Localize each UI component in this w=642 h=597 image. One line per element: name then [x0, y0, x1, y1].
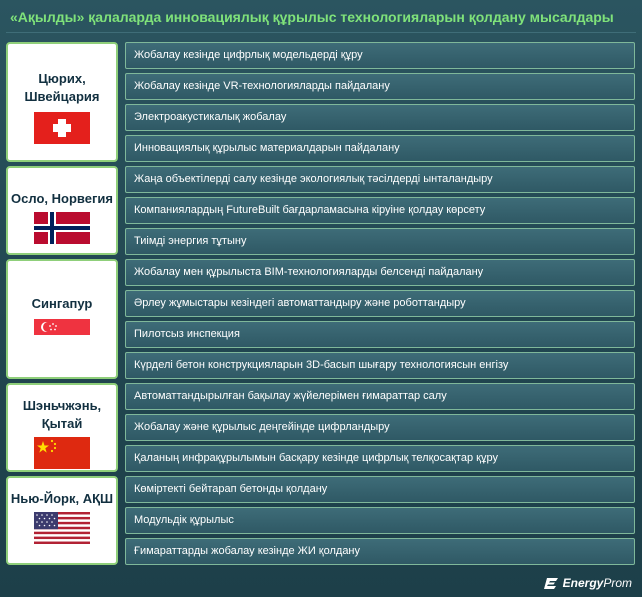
list-item: Күрделі бетон конструкцияларын 3D-басып шығару технологиясын енгізу	[125, 352, 635, 379]
list-item: Автоматтандырылған бақылау жүйелерімен ғимараттар салу	[125, 383, 635, 410]
city-name: Сингапур	[31, 296, 93, 311]
city-name: Цюрих, Швейцария	[24, 71, 100, 104]
city-card-new-york	[6, 476, 118, 565]
list-item: Әрлеу жұмыстары кезіндегі автоматтандыру және роботтандыру	[125, 290, 635, 317]
list-item: Жобалау және құрылыс деңгейінде цифрландыру	[125, 414, 635, 441]
switzerland-flag-icon	[34, 112, 90, 144]
list-item: Тиімді энергия тұтыну	[125, 228, 635, 255]
city-card-singapore	[6, 259, 118, 379]
city-name: Нью-Йорк, АҚШ	[10, 491, 114, 506]
logo-text-prom: Prom	[603, 576, 632, 590]
city-name: Осло, Норвегия	[11, 191, 113, 206]
list-item: Жобалау кезінде VR-технологияларды пайдалану	[125, 73, 635, 100]
usa-flag-icon	[34, 512, 90, 544]
list-item: Ғимараттарды жобалау кезінде ЖИ қолдану	[125, 538, 635, 565]
city-card-oslo	[6, 166, 118, 255]
list-item: Модульдік құрылыс	[125, 507, 635, 534]
list-item: Жобалау мен құрылыста BIM-технологияларды белсенді пайдалану	[125, 259, 635, 286]
list-item: Қаланың инфрақұрылымын басқару кезінде цифрлық телқосақтар құру	[125, 445, 635, 472]
city-card-zurich	[6, 42, 118, 162]
page-title: «Ақылды» қалаларда инновациялық құрылыс технологияларын қолдану мысалдары	[10, 9, 614, 25]
list-item: Инновациялық құрылыс материалдарын пайдалану	[125, 135, 635, 162]
logo-text-energy: Energy	[562, 576, 604, 590]
list-item: Пилотсыз инспекция	[125, 321, 635, 348]
list-item: Электроакустикалық жобалау	[125, 104, 635, 131]
singapore-flag-icon	[34, 319, 90, 351]
energyprom-logo-icon	[544, 576, 560, 590]
energyprom-logo	[544, 575, 632, 591]
list-item: Көміртекті бейтарап бетонды қолдану	[125, 476, 635, 503]
norway-flag-icon	[34, 212, 90, 244]
list-item: Жаңа объектілерді салу кезінде экологиялық тәсілдерді ынталандыру	[125, 166, 635, 193]
title-divider	[6, 32, 636, 33]
china-flag-icon	[34, 437, 90, 469]
city-card-shenzhen	[6, 383, 118, 472]
city-name: Шэньчжэнь, Қытай	[22, 398, 102, 431]
list-item: Компаниялардың FutureBuilt бағдарламасына кіруіне қолдау көрсету	[125, 197, 635, 224]
list-item: Жобалау кезінде цифрлық модельдерді құру	[125, 42, 635, 69]
